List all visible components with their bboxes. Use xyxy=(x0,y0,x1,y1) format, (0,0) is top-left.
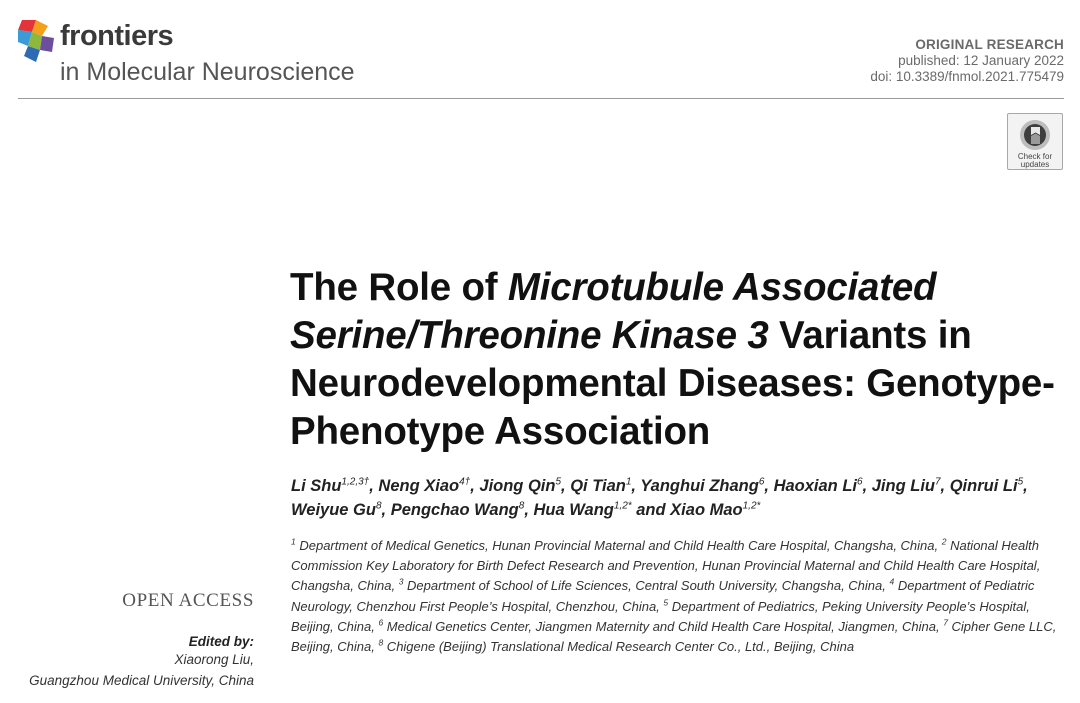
journal-name: in Molecular Neuroscience xyxy=(60,58,355,86)
author-name[interactable]: Jing Liu xyxy=(871,477,935,495)
header-divider xyxy=(18,98,1064,99)
sidebar xyxy=(4,590,254,691)
author-name[interactable]: Yanghui Zhang xyxy=(640,477,759,495)
author-name[interactable]: Hua Wang xyxy=(533,501,614,519)
journal-logo[interactable] xyxy=(18,16,398,90)
author-name[interactable]: Qinrui Li xyxy=(949,477,1018,495)
author-name[interactable]: Haoxian Li xyxy=(773,477,857,495)
affiliation-text: Department of School of Life Sciences, Central South University, Changsha, China, xyxy=(403,578,890,594)
editor-name[interactable]: Xiaorong Liu, xyxy=(174,652,254,667)
affiliation-list xyxy=(291,536,1066,657)
edited-by-label: Edited by: xyxy=(188,634,254,649)
author-separator: , xyxy=(524,501,534,519)
author-affiliation-ref: 1,2* xyxy=(613,500,632,512)
author-separator: , xyxy=(369,477,379,495)
affiliation-text: Cipher Gene LLC, Beijing, China, xyxy=(291,618,1057,655)
author-list xyxy=(291,474,1061,522)
affiliation-number: 1 xyxy=(291,536,296,547)
check-for-updates-button[interactable] xyxy=(1007,113,1063,170)
author-separator: , xyxy=(561,477,571,495)
author-name[interactable]: Jiong Qin xyxy=(479,477,556,495)
author-affiliation-ref: 1,2* xyxy=(742,500,761,512)
affiliation-number: 5 xyxy=(663,597,669,608)
author-affiliation-ref: 6 xyxy=(758,476,765,488)
affiliation-number: 8 xyxy=(378,637,384,648)
author-separator: , xyxy=(470,477,480,495)
article-meta xyxy=(870,37,1064,85)
author-separator: , xyxy=(940,477,950,495)
author-affiliation-ref: 6 xyxy=(857,476,863,488)
author-affiliation-ref: 8 xyxy=(375,500,382,512)
editor-affiliation: Guangzhou Medical University, China xyxy=(29,673,254,688)
check-for-updates-label: Check for updates xyxy=(1017,152,1053,169)
affiliation-text: Chigene (Beijing) Translational Medical Research Center Co., Ltd., Beijing, China xyxy=(383,639,855,655)
author-separator: , xyxy=(862,477,872,495)
article-title: The Role of Microtubule Associated Serine/Threonine Kinase 3 Variants in Neurodevelopmental Diseases: Genotype-Phenotype Association xyxy=(290,266,1055,453)
author-separator: , xyxy=(1023,477,1028,495)
author-separator: , xyxy=(764,477,774,495)
affiliation-number: 7 xyxy=(943,617,948,628)
frontiers-logo-icon xyxy=(18,18,58,64)
author-affiliation-ref: 4† xyxy=(459,476,471,488)
author-separator: , xyxy=(631,477,641,495)
doi-link[interactable]: doi: 10.3389/fnmol.2021.775479 xyxy=(870,69,1064,84)
author-affiliation-ref: 5 xyxy=(555,476,562,488)
affiliation-text: Department of Pediatrics, Peking University People’s Hospital, Beijing, China, xyxy=(291,598,1030,634)
affiliation-text: National Health Commission Key Laboratory for Birth Defect Research and Prevention, Hunan Provincial Maternal and Child Health Care Hospital, Changsha, China, xyxy=(291,538,1041,594)
crossmark-icon xyxy=(1019,119,1051,151)
author-affiliation-ref: 1,2,3† xyxy=(341,476,370,488)
author-separator: , xyxy=(381,501,391,519)
open-access-label: OPEN ACCESS xyxy=(122,590,254,611)
affiliation-number: 2 xyxy=(941,536,947,547)
affiliation-number: 3 xyxy=(398,577,404,588)
affiliation-text: Department of Pediatric Neurology, Chenzhou First People’s Hospital, Chenzhou, China, xyxy=(291,578,1035,614)
author-affiliation-ref: 8 xyxy=(518,500,525,512)
affiliation-number: 4 xyxy=(889,577,895,588)
journal-brand: frontiers xyxy=(60,20,174,52)
article-type: ORIGINAL RESEARCH xyxy=(915,37,1064,52)
author-name[interactable]: Li Shu xyxy=(291,477,342,495)
author-name[interactable]: Weiyue Gu xyxy=(291,501,376,519)
author-name[interactable]: Neng Xiao xyxy=(378,477,460,495)
author-name[interactable]: Xiao Mao xyxy=(670,501,743,519)
affiliation-number: 6 xyxy=(378,617,384,628)
author-affiliation-ref: 1 xyxy=(625,476,632,488)
published-date: published: 12 January 2022 xyxy=(898,53,1064,68)
affiliation-text: Medical Genetics Center, Jiangmen Maternity and Child Health Care Hospital, Jiangmen, China, xyxy=(383,618,944,634)
author-name[interactable]: Qi Tian xyxy=(570,477,626,495)
author-affiliation-ref: 7 xyxy=(934,476,941,488)
author-separator: and xyxy=(631,501,671,519)
affiliation-text: Department of Medical Genetics, Hunan Provincial Maternal and Child Health Care Hospital, Changsha, China, xyxy=(295,538,942,553)
author-name[interactable]: Pengchao Wang xyxy=(390,501,519,519)
author-affiliation-ref: 5 xyxy=(1017,476,1024,488)
